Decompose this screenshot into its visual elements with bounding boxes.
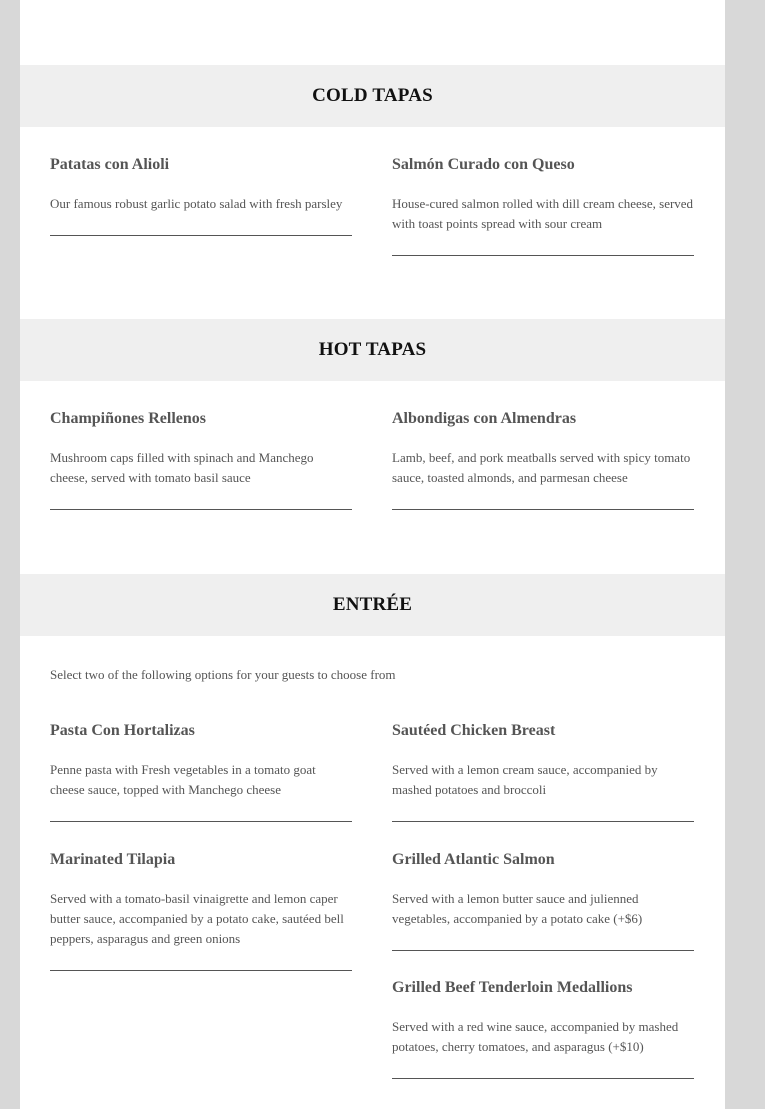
section-heading-cold-tapas: COLD TAPAS	[20, 65, 725, 127]
menu-item	[50, 155, 352, 236]
menu-item-description: Served with a tomato-basil vinaigrette and lemon caper butter sauce, accompanied by a potato cake, sautéed bell peppers, asparagus and green onions	[50, 891, 344, 946]
divider	[392, 509, 694, 510]
menu-item	[392, 850, 694, 951]
menu-item-title: Pasta Con Hortalizas	[50, 722, 195, 739]
menu-item-description: Mushroom caps filled with spinach and Manchego cheese, served with tomato basil sauce	[50, 450, 314, 485]
menu-item-title: Champiñones Rellenos	[50, 410, 207, 427]
menu-item-title: Sautéed Chicken Breast	[392, 722, 556, 739]
menu-item-description: Lamb, beef, and pork meatballs served with spicy tomato sauce, toasted almonds, and parmesan cheese	[392, 450, 691, 485]
menu-item	[50, 409, 352, 510]
divider	[50, 821, 352, 822]
section-heading-hot-tapas: HOT TAPAS	[20, 319, 725, 381]
menu-item-title: Marinated Tilapia	[50, 851, 176, 868]
divider	[392, 950, 694, 951]
menu-item-title: Patatas con Alioli	[50, 156, 170, 173]
menu-item-title: Salmón Curado con Queso	[392, 156, 575, 173]
menu-page	[20, 0, 725, 1109]
divider	[392, 1078, 694, 1079]
section-heading-entree: ENTRÉE	[20, 574, 725, 636]
divider	[50, 970, 352, 971]
entree-note: Select two of the following options for your guests to choose from	[50, 667, 396, 682]
menu-item-description: Our famous robust garlic potato salad with fresh parsley	[50, 196, 343, 211]
divider	[392, 255, 694, 256]
menu-item-description: House-cured salmon rolled with dill cream cheese, served with toast points spread with sour cream	[392, 196, 694, 231]
divider	[392, 821, 694, 822]
menu-item-title: Grilled Atlantic Salmon	[392, 851, 555, 868]
menu-item	[50, 721, 352, 822]
menu-item-description: Served with a lemon cream sauce, accompanied by mashed potatoes and broccoli	[392, 762, 658, 797]
divider	[50, 235, 352, 236]
menu-item-title: Grilled Beef Tenderloin Medallions	[392, 979, 633, 996]
menu-item	[50, 850, 352, 971]
menu-item	[392, 721, 694, 822]
menu-item	[392, 409, 694, 510]
menu-item-description: Served with a red wine sauce, accompanied by mashed potatoes, cherry tomatoes, and asparagus (+$10)	[392, 1019, 679, 1054]
menu-item-description: Penne pasta with Fresh vegetables in a tomato goat cheese sauce, topped with Manchego cheese	[50, 762, 316, 797]
menu-item	[392, 978, 694, 1079]
menu-item-description: Served with a lemon butter sauce and julienned vegetables, accompanied by a potato cake (+$6)	[392, 891, 643, 926]
divider	[50, 509, 352, 510]
menu-item	[392, 155, 694, 256]
menu-item-title: Albondigas con Almendras	[392, 410, 577, 427]
